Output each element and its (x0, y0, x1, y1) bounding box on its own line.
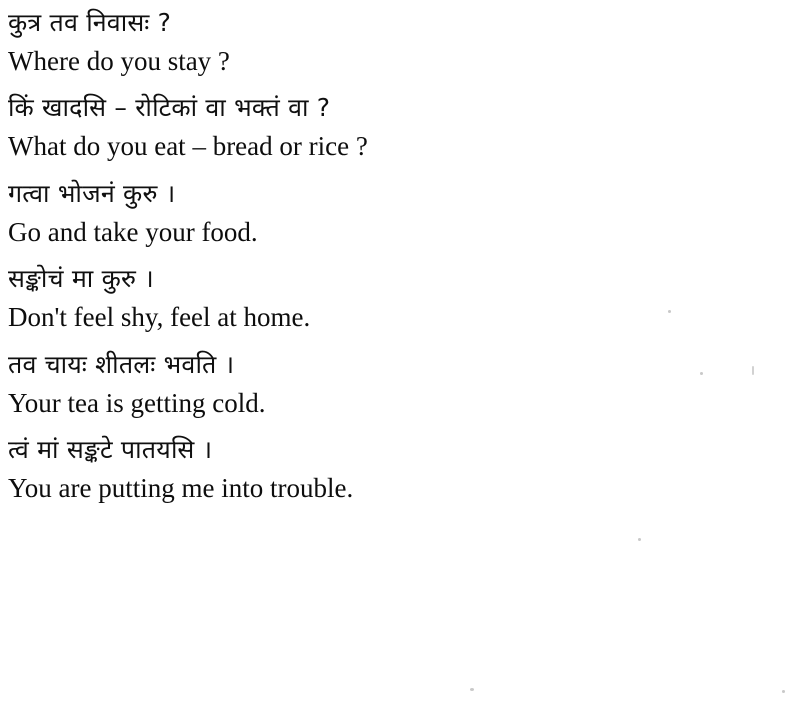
phrase-entry (8, 262, 799, 333)
scan-speckle (638, 538, 641, 541)
phrase-entry (8, 91, 799, 162)
sanskrit-line: तव चायः शीतलः भवति । (8, 349, 235, 379)
phrase-entry (8, 433, 799, 504)
phrase-entry (8, 177, 799, 248)
scan-speckle (752, 366, 754, 375)
english-translation: You are putting me into trouble. (8, 472, 354, 503)
sanskrit-line: गत्वा भोजनं कुरु । (8, 178, 176, 208)
sanskrit-line: सङ्कोचं मा कुरु । (8, 264, 154, 294)
english-translation: Where do you stay ? (8, 46, 230, 76)
english-translation: Don't feel shy, feel at home. (8, 302, 311, 333)
phrase-entry (8, 348, 799, 419)
scan-speckle (668, 310, 671, 313)
phrase-entry (8, 6, 799, 77)
english-translation: What do you eat – bread or rice ? (8, 131, 368, 162)
sanskrit-line: कुत्र तव निवासः ? (8, 8, 172, 37)
english-translation: Go and take your food. (8, 216, 258, 247)
scan-speckle (782, 690, 785, 693)
sanskrit-line: त्वं मां सङ्कटे पातयसि । (8, 434, 213, 464)
sanskrit-line: किं खादसि – रोटिकां वा भक्तं वा ? (8, 93, 331, 123)
scan-speckle (700, 372, 703, 375)
english-translation: Your tea is getting cold. (8, 387, 266, 418)
scan-speckle (470, 688, 474, 691)
